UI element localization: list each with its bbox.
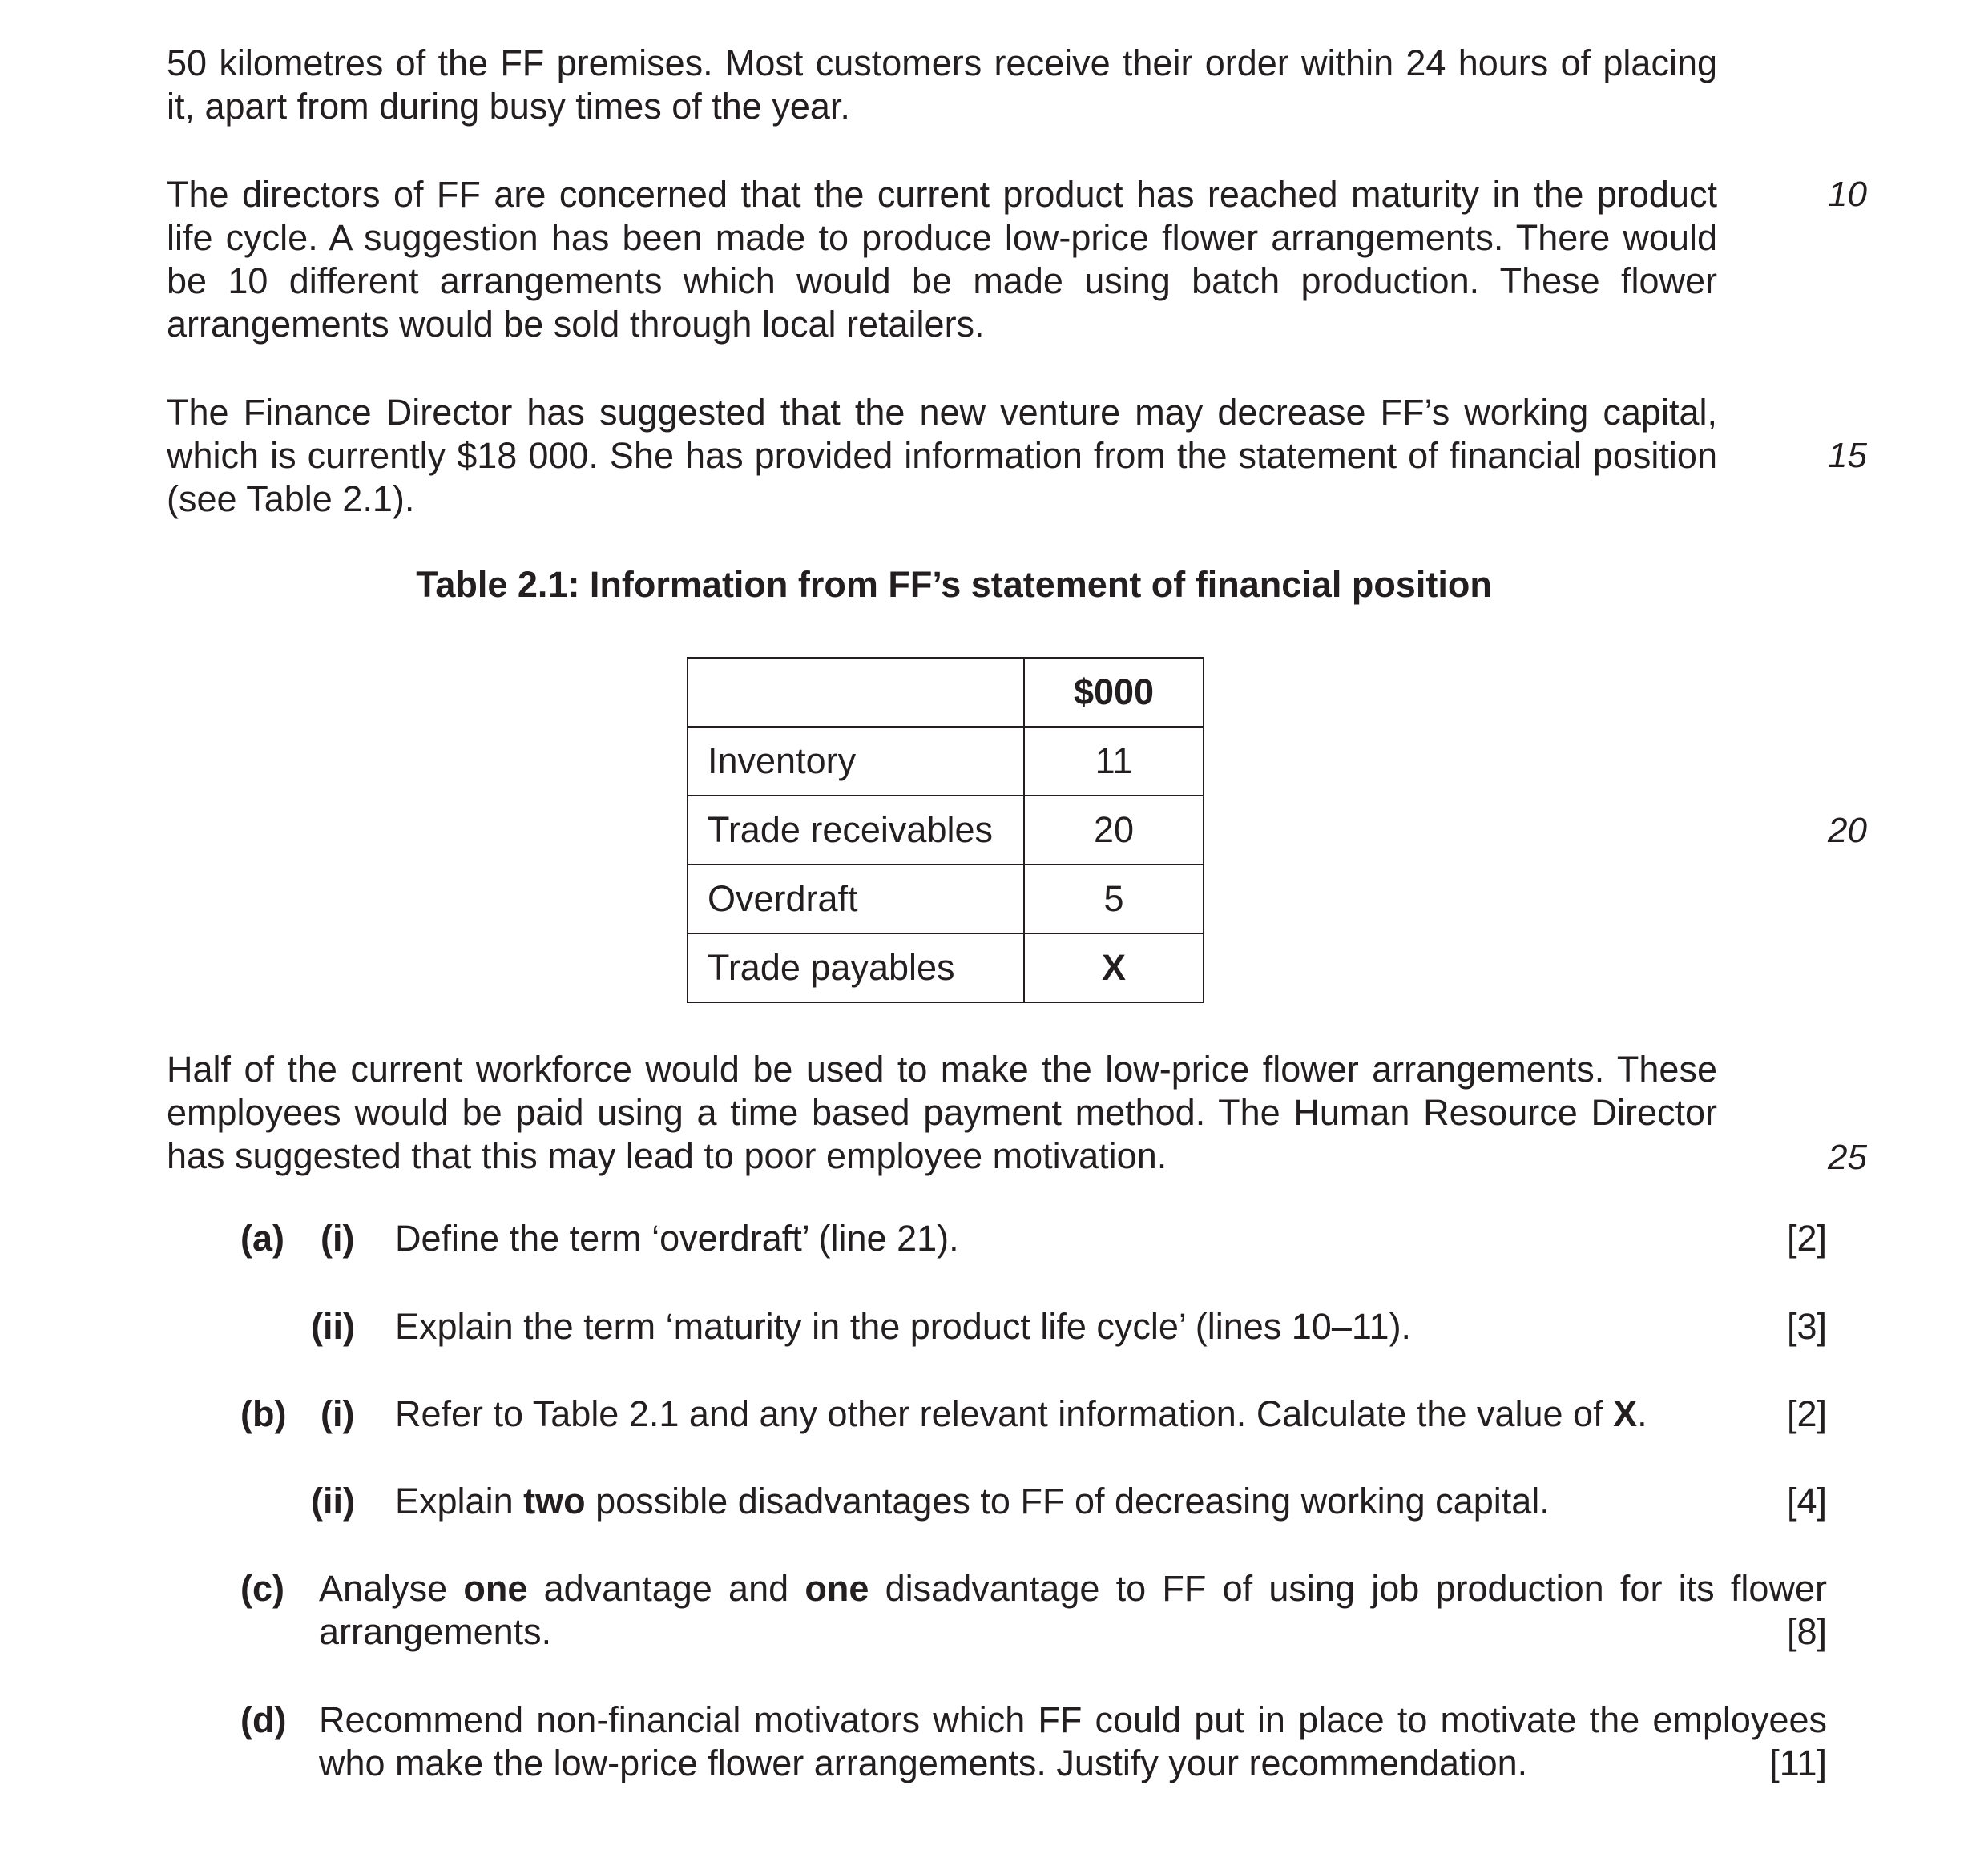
- row-label: Inventory: [688, 727, 1024, 796]
- table-header-row: [688, 658, 1204, 727]
- table-row: [688, 865, 1204, 933]
- question-c-marks: [8]: [1786, 1611, 1827, 1652]
- question-c-post: disadvantage to FF of using job production for its flower: [885, 1568, 1827, 1609]
- question-a-ii-marks: [3]: [1786, 1306, 1827, 1347]
- line-number: 20: [1828, 811, 1867, 850]
- question-b-i-text: [395, 1393, 1647, 1436]
- question-d-label: (d): [240, 1699, 287, 1740]
- question-b-i-end: .: [1637, 1393, 1647, 1434]
- paragraph-line: be 10 different arrangements which would be made using batch production. These flower: [167, 260, 1717, 301]
- question-c-line-1: [319, 1567, 1827, 1610]
- line-number: 25: [1828, 1138, 1867, 1177]
- question-c-mid: advantage and: [543, 1568, 789, 1609]
- table-row: [688, 727, 1204, 796]
- paragraph-line: has suggested that this may lead to poor employee motivation.: [167, 1135, 1167, 1176]
- table-header-value: $000: [1024, 658, 1204, 727]
- table-row: [688, 933, 1204, 1002]
- question-a-i-label: (i): [321, 1218, 355, 1259]
- paragraph-line: arrangements would be sold through local retailers.: [167, 304, 985, 345]
- intro-paragraph-1: [167, 42, 1717, 128]
- question-a-i-text: Define the term ‘overdraft’ (line 21).: [395, 1218, 959, 1259]
- line-number: 10: [1828, 175, 1867, 214]
- paragraph-line: life cycle. A suggestion has been made to produce low-price flower arrangements. There would: [167, 217, 1717, 258]
- question-c-label: (c): [240, 1568, 284, 1609]
- table-header-empty: [688, 658, 1024, 727]
- paragraph-line: The directors of FF are concerned that the current product has reached maturity in the product: [167, 174, 1717, 215]
- row-value: 11: [1024, 727, 1204, 796]
- question-b-ii-label: (ii): [311, 1481, 355, 1522]
- question-b-ii-marks: [4]: [1786, 1481, 1827, 1522]
- question-c-line-2: arrangements.: [319, 1611, 552, 1652]
- question-b-label: (b): [240, 1393, 287, 1434]
- question-a-label: (a): [240, 1218, 284, 1259]
- paragraph-line: which is currently $18 000. She has provided information from the statement of financial position: [167, 435, 1717, 476]
- intro-paragraph-3: [167, 391, 1717, 521]
- row-value: 5: [1024, 865, 1204, 933]
- table-title-text: Table 2.1: Information from FF’s statement of financial position: [416, 564, 1492, 605]
- question-b-i-label: (i): [321, 1393, 355, 1434]
- question-d-line-2: who make the low-price flower arrangements. Justify your recommendation.: [319, 1743, 1528, 1783]
- question-b-ii-text: [395, 1480, 1550, 1523]
- paragraph-line: The Finance Director has suggested that the new venture may decrease FF’s working capital,: [167, 392, 1717, 433]
- paragraph-line: (see Table 2.1).: [167, 478, 415, 519]
- question-b-ii-pre: Explain: [395, 1481, 514, 1522]
- question-b-ii-post: possible disadvantages to FF of decreasing working capital.: [595, 1481, 1550, 1522]
- table-title: [0, 563, 1988, 607]
- paragraph-line: employees would be paid using a time based payment method. The Human Resource Director: [167, 1092, 1717, 1133]
- paragraph-line: 50 kilometres of the FF premises. Most customers receive their order within 24 hours of placing: [167, 42, 1717, 83]
- question-b-i-bold: X: [1613, 1393, 1638, 1434]
- question-a-ii-label: (ii): [311, 1306, 355, 1347]
- paragraph-line: Half of the current workforce would be used to make the low-price flower arrangements. These: [167, 1049, 1717, 1090]
- row-value: 20: [1024, 796, 1204, 865]
- row-label: Overdraft: [688, 865, 1024, 933]
- question-d-marks: [11]: [1769, 1743, 1827, 1783]
- question-b-i-main: Refer to Table 2.1 and any other relevant information. Calculate the value of: [395, 1393, 1603, 1434]
- question-b-i-marks: [2]: [1786, 1393, 1827, 1434]
- intro-paragraph-4: [167, 1048, 1717, 1178]
- row-value: X: [1024, 933, 1204, 1002]
- question-a-ii-text: Explain the term ‘maturity in the product life cycle’ (lines 10–11).: [395, 1306, 1412, 1347]
- question-b-ii-bold: two: [523, 1481, 586, 1522]
- question-a-i-marks: [2]: [1786, 1218, 1827, 1259]
- question-c-bold-1: one: [463, 1568, 528, 1609]
- intro-paragraph-2: [167, 173, 1717, 346]
- table-row: [688, 796, 1204, 865]
- financial-position-table: [687, 657, 1204, 1003]
- row-label: Trade payables: [688, 933, 1024, 1002]
- row-label: Trade receivables: [688, 796, 1024, 865]
- line-number: 15: [1828, 436, 1867, 475]
- question-c-bold-2: one: [804, 1568, 869, 1609]
- question-c-pre: Analyse: [319, 1568, 448, 1609]
- question-d-line-1: Recommend non-financial motivators which FF could put in place to motivate the employees: [319, 1699, 1827, 1740]
- paragraph-line: it, apart from during busy times of the year.: [167, 86, 850, 127]
